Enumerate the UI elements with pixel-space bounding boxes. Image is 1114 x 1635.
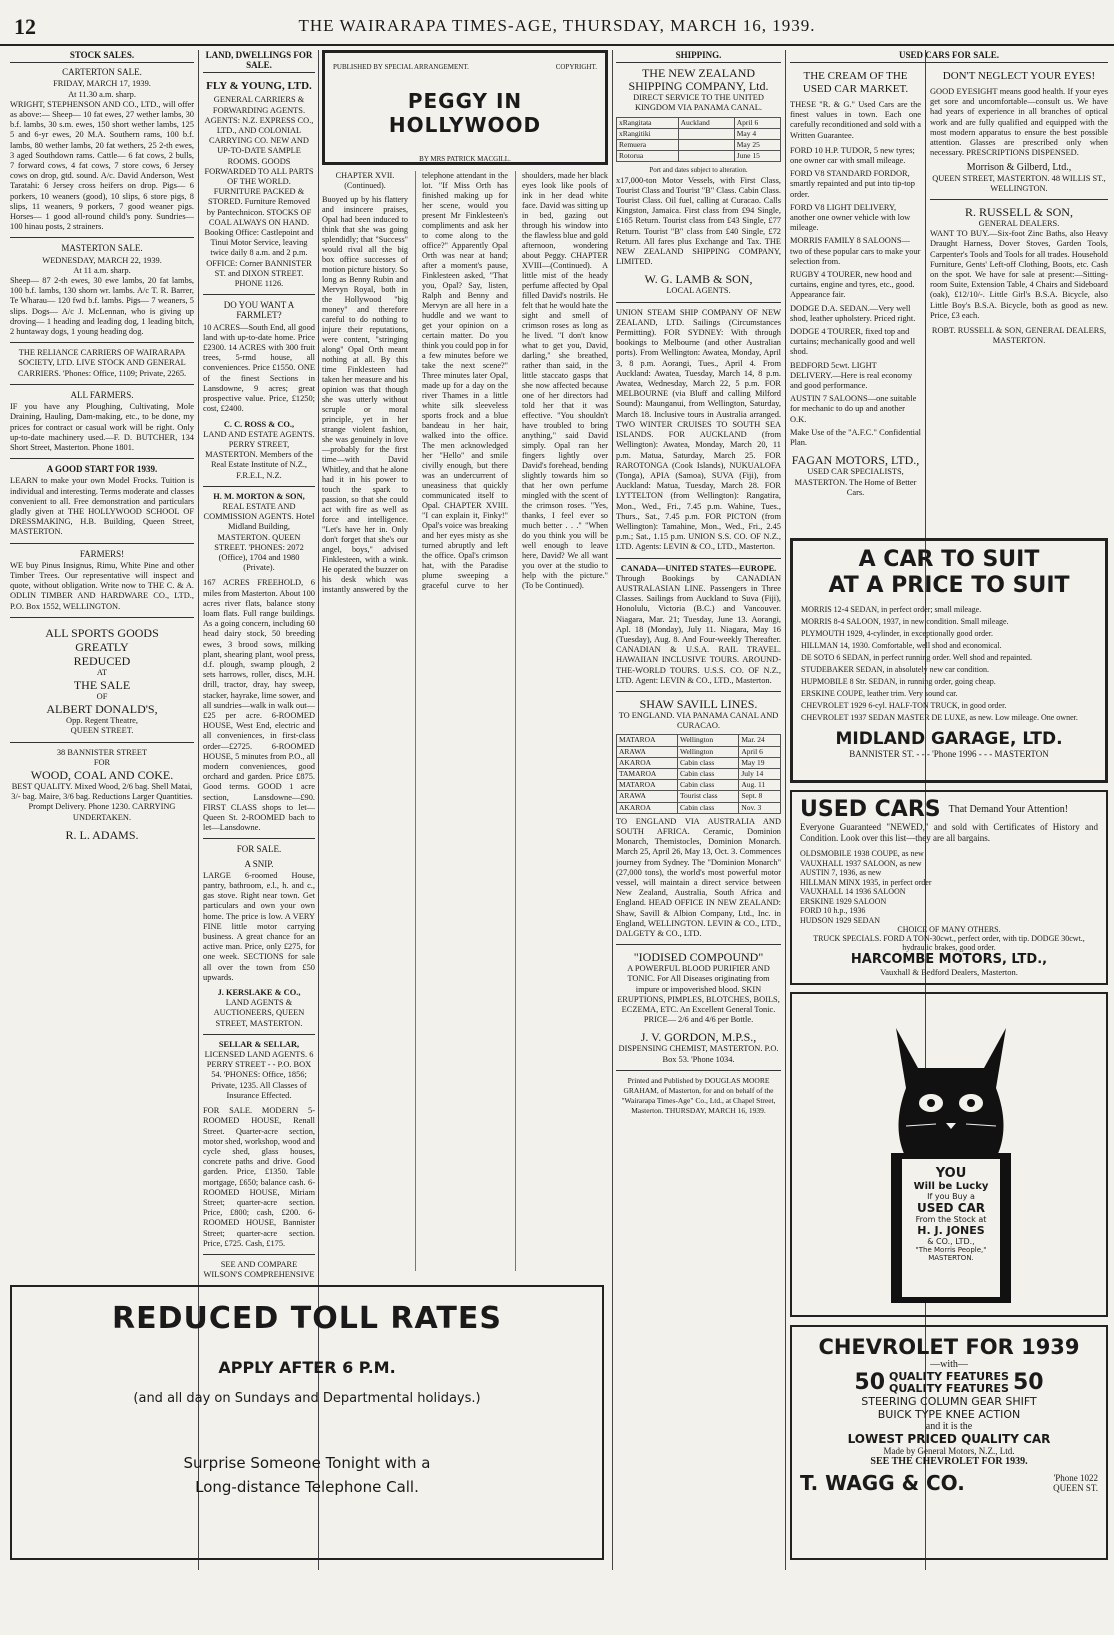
sports-goods-line: ALL SPORTS GOODS: [45, 625, 159, 640]
sports-at-line: AT: [96, 667, 108, 677]
table-cell: Wellington: [677, 735, 738, 746]
sports-the-sale-line: THE SALE: [73, 677, 131, 692]
masterton-sale-title: MASTERTON SALE.: [61, 243, 143, 254]
cream-car-item: AUSTIN 7 SALOONS—one suitable for mechanic to do up and another O.K.: [790, 394, 917, 424]
harcombe-tag: That Demand Your Attention!: [948, 804, 1069, 815]
table-cell: TAMAROA: [617, 768, 678, 779]
harcombe-car-item: FORD 10 h.p., 1936: [800, 906, 866, 915]
midland-garage-ad: [790, 538, 1108, 783]
shaw-sailing-row: [617, 757, 781, 768]
table-cell: [678, 140, 734, 151]
toll-slogan-line1: Surprise Someone Tonight with a: [183, 1454, 431, 1472]
jones-from-stock: From the Stock at: [915, 1215, 987, 1224]
harcombe-sub: Vauxhall & Bedford Dealers, Masterton.: [880, 967, 1018, 977]
kerslake-title: J. KERSLAKE & CO.,: [217, 988, 301, 998]
story-continued: (Continued).: [344, 181, 386, 190]
nzsc-sub: DIRECT SERVICE TO THE UNITED KINGDOM VIA PANAMA CANAL.: [633, 93, 764, 113]
kerslake-body: LAND AGENTS & AUCTIONEERS, QUEEN STREET, MASTERTON.: [213, 998, 305, 1028]
iodised-body: A POWERFUL BLOOD PURIFIER AND TONIC. For All Diseases originating from impure or impoverished blood. SKIN ERUPTIONS, PIMPLES, BLOTCHES, BOILS, ECZEMA, ETC. An Excellent General Tonic. PRICE— 2/6 and 4/6 per Bottle.: [617, 964, 780, 1025]
union-steam-body: UNION STEAM SHIP COMPANY OF NEW ZEALAND, LTD. Sailings (Circumstances Permitting). FOR SYDNEY: With through bookings to Melbourne (and other Australian ports). From Wellington: Awatea, Monday, April 3, 8 p.m. Aorangi, Tues., April 4. From Auckland: Awatea, Tuesday, March 14, 8 p.m. Awatea, Wednesday, March 22, 5 p.m. FOR MELBOURNE (via Bluff and calling Milford Sound): Maunganui, from Wellington, Saturday, March 18. Inclusive tours in Australia arranged. TWO WINTER CRUISES TO SOUTH SEA ISLANDS. FOR AUCKLAND (from Wellington): Awatea, Monday, March 20, 11 p.m. Matua, Saturday, March 25. FOR RAROTONGA (Cook Islands), NUKUALOFA (Tonga), APIA (Samoa), SUVA (Fiji), from Auckland: Matua, Tuesday, March 28. FOR LYTTELTON (from Wellington): Rangatira, Mon., Wed., Fri., 7.45 p.m. Wahine, Tues., Thurs., Sat., 7.45 p.m. FOR PICTON (from Wellington): Tamahine, Mon., Wed., Fri., 2.45 p.m.; Sat., 1.15 p.m. UNION S.S. CO. OF N.Z., LTD. Agents: LEVIN & CO., LTD., Masterton.: [616, 307, 781, 552]
eyes-body: GOOD EYESIGHT means good health. If your eyes get sore and uncomfortable—consult us. We have had years of experience in all branches of optical work and are fully qualified and equipped with the most modern apparatus to ensure the best possible attention. Glasses are prescribed only when necessary. PRESCRIPTIONS DISPENSED.: [930, 87, 1108, 158]
chevrolet-line-6: SEE THE CHEVROLET FOR 1939.: [870, 1456, 1028, 1467]
jones-masterton: MASTERTON.: [928, 1254, 974, 1262]
wood-coal-body: BEST QUALITY. Mixed Wood, 2/6 bag. Shell Matai, 3/- bag. Maire, 3/6 bag. Reductions Larger Quantities. Prompt Delivery. Phone 1230. CARRYING UNDERTAKEN.: [11, 781, 193, 822]
harcombe-title: USED CARS: [800, 797, 941, 822]
table-cell: Mar. 24: [739, 735, 781, 746]
fagan-body: USED CAR SPECIALISTS, MASTERTON. The Home of Better Cars.: [794, 467, 917, 497]
midland-headline-2: AT A PRICE TO SUIT: [828, 573, 1070, 598]
farmlet-title: DO YOU WANT A FARMLET?: [223, 300, 295, 321]
gordon-title: J. V. GORDON, M.P.S.,: [640, 1030, 757, 1045]
lamb-title: W. G. LAMB & SON,: [644, 272, 753, 287]
nzsc-title: THE NEW ZEALAND SHIPPING COMPANY, Ltd.: [628, 66, 769, 94]
cream-used-car-ad: [790, 70, 921, 530]
shaw-savill-sub: TO ENGLAND. VIA PANAMA CANAL AND CURACAO.: [618, 710, 779, 731]
wood-coal-title: WOOD, COAL AND COKE.: [30, 767, 174, 782]
ross-body: LAND AND ESTATE AGENTS. PERRY STREET, MASTERTON. Members of the Real Estate Institute of N.Z., F.R.E.I., N.Z.: [203, 429, 315, 480]
stock-sales-column: [10, 50, 194, 1280]
chevrolet-quality-2: QUALITY FEATURES: [889, 1381, 1009, 1395]
shaw-sailing-row: [617, 791, 781, 802]
masterton-sale-list: Sheep— 87 2-th ewes, 30 ewe lambs, 20 fat lambs, 100 b.f. lambs, 130 shorn wr. lambs. A/c T. R. Barrer, Te Wharau— 120 fwd b.f. lambs. Pigs— 7 weaners, 5 slips. Dogs— A/c J. McLennan, who is giving up droving— 1 heading and leading dog, 1 leading bitch, 2 huntaway dogs, 1 young heading dog.: [10, 276, 194, 337]
good-start-title: A GOOD START FOR 1939.: [46, 464, 158, 475]
story-chapter: CHAPTER XVII.: [335, 171, 395, 180]
cream-car-item: FORD V8 LIGHT DELIVERY, another one owner vehicle with low mileage.: [790, 202, 911, 233]
chevrolet-line-3: and it is the: [925, 1421, 973, 1432]
jones-name: H. J. JONES: [917, 1224, 985, 1237]
shipping-header: SHIPPING.: [616, 50, 781, 63]
midland-car-item: HILLMAN 14, 1930. Comfortable, well shod and economical.: [801, 641, 1002, 650]
midland-car-list: [801, 605, 1097, 723]
chevrolet-line-2: BUICK TYPE KNEE ACTION: [877, 1408, 1021, 1421]
nzsc-sailing-row: [617, 128, 781, 139]
harcombe-car-item: OLDSMOBILE 1938 COUPE, as new: [800, 849, 924, 858]
nzsc-sailing-row: [617, 140, 781, 151]
table-cell: Wellington: [677, 746, 738, 757]
morton-body: REAL ESTATE AND COMMISSION AGENTS. Hotel Midland Building, MASTERTON. QUEEN STREET. 'PHONES: 2072 (Office), 1704 and 1980 (Private).: [203, 501, 315, 573]
shaw-sailing-row: [617, 735, 781, 746]
black-cat-icon: [876, 1008, 1026, 1308]
iodised-title: "IODISED COMPOUND": [633, 950, 764, 965]
table-cell: June 15: [734, 151, 780, 162]
masthead: [0, 0, 1114, 46]
farmlet-body: 10 ACRES—South End, all good land with up-to-date home. Price £2300. 14 ACRES with 300 fruit trees, 5-rmd house, all conveniences. Price £1550. ONE of the finest Sections in Lansdowne, 9 acres; great prospective value. Price, £1250; cost, £2400.: [203, 322, 315, 414]
russell-body: WANT TO BUY.—Six-foot Zinc Baths, also Heavy Draught Harness, Dover Stoves, Garden Tools, Carpenter's Tools and Tools for all trades. Household Furniture, Gents' Left-off Clothing, Boots, etc. Cash on the spot. We have for sale at present:—Sitting-room Suite, Extension Table, 4 Chairs and Sideboard (oak), £12/10/-. Little Girl's B.S.A. Bicycle, also Little Boy's B.S.A. Bicycle, both as good as new. Price, £3 each.: [930, 229, 1108, 320]
table-cell: xRangitiki: [617, 128, 679, 139]
shipping-column: [616, 50, 781, 1580]
chevrolet-with: —with—: [930, 1359, 968, 1370]
harcombe-trucks: TRUCK SPECIALS. FORD A TON-30cwt., perfect order, with tip. DODGE 30cwt., hydraulic brakes, good order.: [813, 934, 1085, 952]
cream-note: Make Use of the "A.F.C." Confidential Plan.: [790, 427, 921, 448]
jones-co: & CO., LTD.,: [927, 1237, 975, 1246]
table-cell: Cabin class: [677, 768, 738, 779]
table-cell: Cabin class: [677, 802, 738, 813]
ross-title: C. C. ROSS & CO.,: [223, 419, 295, 429]
table-cell: MATAROA: [617, 735, 678, 746]
toll-slogan-line2: Long-distance Telephone Call.: [195, 1478, 419, 1496]
fagan-title: FAGAN MOTORS, LTD.,: [791, 453, 920, 468]
harcombe-car-item: VAUXHALL 1937 SALOON, as new: [800, 858, 922, 868]
cream-car-item: FORD 10 H.P. TUDOR, 5 new tyres; one owner car with small mileage.: [790, 145, 915, 166]
table-cell: ARAWA: [617, 791, 678, 802]
harcombe-name: HARCOMBE MOTORS, LTD.,: [850, 952, 1048, 967]
cream-car-list: [790, 146, 921, 425]
morrison-body: QUEEN STREET, MASTERTON. 48 WILLIS ST., WELLINGTON.: [932, 173, 1106, 193]
harcombe-intro: Everyone Guaranteed "NEWED," and sold with Certificates of History and Condition. Look over this list—they are all bargains.: [800, 822, 1098, 843]
shaw-sailing-row: [617, 780, 781, 791]
eyes-title: DON'T NEGLECT YOUR EYES!: [942, 70, 1096, 82]
page-number: 12: [14, 14, 36, 39]
table-cell: May 25: [734, 140, 780, 151]
chevrolet-line-5: Made by General Motors, N.Z., Ltd.: [883, 1446, 1015, 1456]
sellar-title: SELLAR & SELLAR,: [218, 1039, 300, 1049]
table-cell: MATAROA: [617, 780, 678, 791]
midland-car-item: DE SOTO 6 SEDAN, in perfect running order. Well shod and repainted.: [801, 653, 1033, 662]
table-cell: April 6: [739, 746, 781, 757]
jones-if-buy: If you Buy a: [927, 1192, 975, 1201]
cream-car-item: RUGBY 4 TOURER, new hood and curtains, engine and tyres, etc., good. Appearance fair.: [790, 270, 915, 300]
wagg-phone: 'Phone 1022 QUEEN ST.: [1053, 1473, 1098, 1493]
cream-title: THE CREAM OF THE USED CAR MARKET.: [802, 70, 909, 95]
farmers-timber-body: WE buy Pinus Insignus, Rimu, White Pine and other Timber Trees. Our representative will inspect and quote, without obligation. Write now to THE C. & A. ODLIN TIMBER AND HARDWARE CO., LTD., P.O. Box 1552, WELLINGTON.: [10, 560, 194, 611]
midland-car-item: CHEVROLET 1937 SEDAN MASTER DE LUXE, as new. Low mileage. One owner.: [801, 713, 1078, 722]
table-cell: Sept. 8: [739, 791, 781, 802]
story-title-box: [322, 50, 608, 165]
wood-address: 38 BANNISTER STREET: [56, 747, 148, 757]
canada-body: Through Bookings by CANADIAN AUSTRALASIAN LINE. Passengers in Three Classes. Sailings from Auckland to Suva (Fiji), Honolulu, Victoria (B.C.) and Vancouver. Niagara, Mar. 21; Tuesday, June 13. Aorangi, Apl. 18 (Monday), July 11. Niagara, May 16 (Tuesday), Aug. 8. And Four-weekly Thereafter. CANADIAN & U.S.A. RAIL TRAVEL. HAWAIIAN INCLUSIVE TOURS. AROUND-THE-WORLD TOURS. U.S.S. CO. OF N.Z., LTD. Agent: LEVIN & CO., LTD., Masterton.: [616, 573, 781, 685]
harcombe-car-item: AUSTIN 7, 1936, as new: [800, 868, 882, 877]
all-farmers-body: IF you have any Ploughing, Cultivating, Mole Draining, Hauling, Dam-making, etc., to be done, my prices for contract or casual work will be right. Only up-to-date machinery used.—F. D. BUTCHER, 134 Short Street, Masterton. Phone 1801.: [10, 402, 194, 452]
morton-listings: 167 ACRES FREEHOLD, 6 miles from Masterton. About 100 acres river flats, balance stony loam flats. Full range buildings. As a going concern, including 60 head dairy stock, 50 breeding ewes, 3 brood sows, milking plant, shearing plant, wool press, d.f. plough, swamp plough, 2 sets harrows, roller, discs, M.H. drill, tractor, dray, hay sweep, stacker, hayrake, lime sower, and all sundries—walk in walk out—£25 per acre. 6-ROOMED HOUSE, West End, electric and all conveniences, in first-class order—£2725. 6-ROOMED HOUSE, 5 minutes from P.O., all modern conveniences, good orchard and garden. Price £875. Good terms. GOOD 1 acre section, Lansdowne—£90. FIRST CLASS shops to let—Queen St. 2-ROOMED bach to let—Lansdowne.: [203, 578, 315, 833]
nzsc-body: x17,000-ton Motor Vessels, with First Class, Tourist Class and Tourist "B" Class. Cabin Class. Tourist Class. Oil fuel, calling at Curacao. Calls Kingston, Jamaica. First class from £94 Single, £165 Return. Tourist class from £43 Single, £77 Return. Tourist "B" class from £40 Single, £72 Return. All fares plus Exchange and Tax. THE NEW ZEALAND SHIPPING COMPANY, LIMITED.: [616, 175, 781, 267]
sellar-listings: FOR SALE. MODERN 5-ROOMED HOUSE, Renall Street. Quarter-acre section, motor shed, workshop, wood and cycle shed, glass houses, concrete paths and drive. Good garden. Price, £1350. Table mortgage, £650; balance cash. 6-ROOMED HOUSE, Miriam Street; quarter-acre section. Price, £800; cash, £200. 6-ROOMED HOUSE, Bannister Street; quarter-acre section. Price, £725. Cash, £175.: [203, 1106, 315, 1248]
cream-car-item: FORD V8 STANDARD FORDOR, smartly repainted and put into tip-top order.: [790, 169, 915, 199]
fly-young-body: GENERAL CARRIERS & FORWARDING AGENTS. AGENTS: N.Z. EXPRESS CO., LTD., AND COLONIAL CARRYING CO. NEW AND UP-TO-DATE SAMPLE ROOMS. GOODS FORWARDED TO ALL PARTS OF THE WORLD. FURNITURE PACKED & STORED. Furniture Removed by Pantechnicon. STOCKS OF COAL ALWAYS ON HAND. Booking Office: Castlepoint and Tinui Motor Service, leaving twice daily 8 a.m. and 2 p.m. OFFICE: Corner BANNISTER ST. and DIXON STREET. PHONE 1126.: [204, 95, 314, 289]
farmers-timber-title: FARMERS!: [79, 548, 125, 559]
harcombe-car-item: VAUXHALL 14 1936 SALOON: [800, 887, 906, 896]
toll-rates-sub: APPLY AFTER 6 P.M.: [218, 1358, 396, 1377]
harcombe-car-item: HUDSON 1929 SEDAN: [800, 915, 881, 925]
midland-car-item: ERSKINE COUPE, leather trim. Very sound car.: [801, 689, 958, 698]
russell-title: R. RUSSELL & SON,: [965, 205, 1073, 220]
midland-headline-1: A CAR TO SUIT: [858, 547, 1040, 572]
harcombe-car-list: [800, 849, 1098, 925]
midland-car-item: MORRIS 12-4 SEDAN, in perfect order; small mileage.: [801, 605, 982, 614]
imprint: Printed and Published by DOUGLAS MOORE GRAHAM, of Masterton, for and on behalf of the "Wairarapa Times-Age" Co., Ltd., at Chapel Street, Masterton. THURSDAY, MARCH 16, 1939.: [621, 1075, 776, 1116]
cream-car-item: DODGE 4 TOURER, fixed top and curtains; mechanically good and well shod.: [790, 327, 916, 357]
chevrolet-title: CHEVROLET FOR 1939: [818, 1335, 1080, 1359]
table-cell: Aug. 11: [739, 780, 781, 791]
for-sale-title: FOR SALE.: [236, 844, 282, 855]
reliance-carriers-ad: THE RELIANCE CARRIERS OF WAIRARAPA SOCIETY, LTD. LIVE STOCK AND GENERAL CARRIERS. 'Phones: Office, 1109; Private, 2265.: [17, 348, 187, 378]
table-cell: [678, 151, 734, 162]
land-column: [203, 50, 315, 1280]
stock-sales-header: STOCK SALES.: [10, 50, 194, 63]
table-cell: AKAROA: [617, 802, 678, 813]
table-cell: July 14: [739, 768, 781, 779]
canada-title: CANADA—UNITED STATES—EUROPE.: [620, 563, 777, 573]
copyright-note: COPYRIGHT.: [555, 63, 597, 71]
midland-title: MIDLAND GARAGE, LTD.: [835, 729, 1063, 749]
sports-of-line: OF: [96, 691, 108, 701]
chevrolet-fifty-left: 50: [854, 1370, 886, 1395]
sellar-body: LICENSED LAND AGENTS. 6 PERRY STREET - - P.O. BOX 54. 'PHONES: Office, 1856; Private, 1235. All Classes of Insurance Effected.: [204, 1050, 314, 1100]
chevrolet-ad: [790, 1325, 1108, 1560]
carterton-sale-time: At 11.30 a.m. sharp.: [68, 89, 136, 99]
table-cell: Cabin class: [677, 757, 738, 768]
table-cell: Tourist class: [677, 791, 738, 802]
midland-address: BANNISTER ST. - - - 'Phone 1996 - - - MASTERTON: [849, 749, 1049, 759]
shaw-sailing-row: [617, 802, 781, 813]
table-cell: xRangitata: [617, 117, 679, 128]
shaw-sailing-row: [617, 746, 781, 757]
table-cell: Cabin class: [677, 780, 738, 791]
jones-morris-people: "The Morris People,": [915, 1246, 987, 1254]
table-cell: [678, 128, 734, 139]
carterton-sale-title: CARTERTON SALE.: [62, 67, 142, 78]
shaw-sailing-row: [617, 768, 781, 779]
jones-lucky: Will be Lucky: [913, 1181, 989, 1192]
carterton-sale-date: FRIDAY, MARCH 17, 1939.: [53, 79, 151, 89]
land-header: LAND, DWELLINGS FOR SALE.: [203, 50, 315, 73]
published-note: PUBLISHED BY SPECIAL ARRANGEMENT.: [333, 63, 469, 71]
paper-title: THE WAIRARAPA TIMES-AGE, THURSDAY, MARCH 16, 1939.: [298, 16, 816, 35]
midland-car-item: PLYMOUTH 1929, 4-cylinder, in exceptionally good order.: [801, 629, 993, 638]
serial-story: [322, 50, 608, 1280]
jones-you: YOU: [935, 1166, 967, 1181]
hj-jones-ad: [790, 992, 1108, 1317]
table-cell: Nov. 3: [739, 802, 781, 813]
harcombe-car-item: ERSKINE 1929 SALOON: [800, 896, 887, 906]
albert-donald-street: QUEEN STREET.: [70, 726, 134, 736]
shaw-savill-title: SHAW SAVILL LINES.: [639, 696, 758, 711]
table-cell: May 19: [739, 757, 781, 768]
cream-car-item: BEDFORD 5cwt. LIGHT DELIVERY.—Here is real economy and good performance.: [790, 360, 913, 391]
toll-rates-title: REDUCED TOLL RATES: [112, 1301, 502, 1336]
masterton-sale-date: WEDNESDAY, MARCH 22, 1939.: [42, 255, 162, 265]
harcombe-car-item: HILLMAN MINX 1935, in perfect order: [800, 877, 932, 887]
story-title: PEGGY IN HOLLYWOOD: [388, 89, 542, 137]
jones-used-car: USED CAR: [916, 1201, 986, 1215]
good-start-body: LEARN to make your own Model Frocks. Tuition is individual and interesting. Terms moderate and classes convenient to all. Free demonstration and particulars gladly given at THE HOLLYWOOD SCHOOL OF DRESSMAKING, H.B. Building, Queen Street, MASTERTON.: [10, 476, 194, 537]
midland-car-item: CHEVROLET 1929 6-cyl. HALF-TON TRUCK, in good order.: [801, 701, 1007, 710]
table-cell: May 4: [734, 128, 780, 139]
toll-rates-ad: [10, 1285, 604, 1560]
chevrolet-fifty-right: 50: [1012, 1370, 1044, 1395]
wood-coal-seller: R. L. ADAMS.: [65, 827, 139, 842]
masterton-sale-time: At 11 a.m. sharp.: [73, 265, 131, 275]
wagg-name: T. WAGG & CO.: [800, 1471, 965, 1495]
nzsc-sailing-row: [617, 151, 781, 162]
table-cell: Remuera: [617, 140, 679, 151]
used-cars-header: USED CARS FOR SALE.: [790, 50, 1108, 64]
toll-rates-note: (and all day on Sundays and Departmental holidays.): [133, 1391, 481, 1406]
cream-car-item: MORRIS FAMILY 8 SALOONS—two of these popular cars to make your selection from.: [790, 236, 921, 266]
chevrolet-line-4: LOWEST PRICED QUALITY CAR: [847, 1432, 1051, 1446]
snip-title: A SNIP.: [244, 858, 274, 869]
wood-for: FOR: [93, 757, 111, 767]
albert-donald-name: ALBERT DONALD'S,: [46, 702, 158, 717]
eyes-russell-column: [930, 70, 1108, 530]
table-cell: Auckland: [678, 117, 734, 128]
midland-car-item: HUPMOBILE 8 Str. SEDAN, in running order, going cheap.: [801, 677, 996, 686]
nzsc-sailing-row: [617, 117, 781, 128]
cream-car-item: DODGE D.A. SEDAN.—Very well shod, leather upholstery. Priced right.: [790, 303, 916, 323]
table-cell: AKAROA: [617, 757, 678, 768]
midland-car-item: STUDEBAKER SEDAN, in absolutely new car condition.: [801, 665, 989, 674]
morton-title: H. M. MORTON & SON,: [213, 491, 305, 501]
russell-sub: GENERAL DEALERS.: [978, 219, 1060, 229]
table-cell: ARAWA: [617, 746, 678, 757]
morrison-title: Morrison & Gilberd, Ltd.,: [966, 162, 1072, 174]
fly-young-title: FLY & YOUNG, LTD.: [206, 80, 312, 93]
story-text: Buoyed up by his flattery and insincere praises, Opal had been induced to think that she was going splendidly; that "Success" would rival all the big box office successes of motion picture history. So long as Benny Rubin and Mervyn Royal, both in the Hollywood "big money" and therefore careful to do nothing to injure their reputations, were content, "stringing along" Opal Orth meant nothing at all. By this time Finklesteen had taken her measure and his opinion was that though she was utterly without scruple or moral principle, yet in her strange violent fashion, she was genuinely in love—probably for the first time—with David Whitley, and that he alone had it in his power to touch the spark to passion, so that she could act with fire as well as force and intelligence. "Let's have her in. Only don't forget that she's our angel, boys," advised Finklesteen, with a wink. He operated the buzzer on his desk which was instantly answered by the telephone attendant in the lot. "If Miss Orth has finished making up for her scene, would you present Mr Finklesteen's compliments and ask her to come along to the office?" Apparently Opal Orth was near at hand; after a moment's pause, Finklesteen asked, "That you, Opal? Say, listen, Ralph and Benny and Mervyn are all here in a huddle and we want to get your opinion on a certain matter. Do you think you could pop in for a few minutes before we take the next scene?" Three minutes later Opal, made up for a day on the river Thames in a little white silk sleeveless sports frock and a blue bandeau in her hair, walked into the office. The men acknowledged her "Hello" and smile civilly enough, but there was an undercurrent of uneasiness that quickly communicated itself to Opal. CHAPTER XVIII. "I can explain it, Finky!" Opal's voice was breaking and her eyes misty as she turned abruptly and left the office. Opal's crimson hat, with the Paradise plume sweeping a graceful curve to her shoulders, made her black eyes look like pools of ink in her dead white face. David was sitting up in bed, gazing out through his window into the flawless blue and gold afternoon, wondering about Peggy. CHAPTER XVIII—(Continued). A little mist of the heady perfume affected by Opal filled David's nostrils. He felt that he would hate the sight and smell of crimson roses as long as he lived. "I don't know what to get you, David, darling," she breathed, rather than said, in the little staccato gasps that she now affected because one of her directors had told her that it was effective. "You shouldn't have troubled to bring anything," said David simply. Opal ran her fingers lightly over David's forehead, bending slightly towards him so that her own perfume mingled with the scent of the crimson roses. "Yes, thanks, I feel ever so much better . . ." "When do you think you will be well enough to leave here, David? We all want you over at the studio to help with the picture." (To be Continued).: [322, 171, 608, 594]
table-cell: April 6: [734, 117, 780, 128]
chevrolet-line-1: STEERING COLUMN GEAR SHIFT: [861, 1395, 1037, 1408]
chevrolet-quality-1: QUALITY FEATURES: [889, 1369, 1009, 1383]
cream-body: THESE "R. & G." Used Cars are the finest values in town. Each one carefully reconditioned and sold with a Written Guarantee.: [790, 100, 921, 140]
russell-signature: ROBT. RUSSELL & SON, GENERAL DEALERS, MASTERTON.: [931, 326, 1107, 346]
cameras-intro: SEE AND COMPARE WILSON'S COMPREHENSIVE: [203, 1259, 315, 1280]
harcombe-choice: CHOICE OF MANY OTHERS.: [897, 925, 1001, 934]
sports-reduced-line: REDUCED: [73, 653, 131, 668]
albert-donald-location: Opp. Regent Theatre,: [66, 716, 138, 726]
all-farmers-title: ALL FARMERS.: [70, 389, 134, 400]
shaw-savill-body: TO ENGLAND VIA AUSTRALIA AND SOUTH AFRICA. Ceramic, Dominion Monarch, Themistocles, Dominion Monarch. March 25, April 26, May 13, Oct. 3. Commences journey from Sydney. The "Dominion Monarch" (27,000 tons), the world's most powerful motor vessel, will maintain a direct service between New Zealand, Australia, South Africa and England. HEAD OFFICE IN NEW ZEALAND: Shaw, Savill & Albion Company, Ltd., Inc. in England, WELLINGTON. LEVIN & CO., LTD., DALGETY & CO., LTD.: [616, 816, 781, 939]
gordon-body: DISPENSING CHEMIST, MASTERTON. P.O. Box 53. 'Phone 1034.: [618, 1044, 779, 1064]
sports-greatly-line: GREATLY: [75, 639, 129, 654]
table-cell: Rotorua: [617, 151, 679, 162]
snip-body: LARGE 6-roomed House, pantry, bathroom, e.l., h. and c., gas stove. Right near town. Get particulars and own your own home. The price is low. A VERY FINE little motor carrying business. A great chance for an active man. Price, only £275, for one week. SECTIONS for sale all over the town from £50 upwards.: [203, 870, 315, 982]
story-byline: BY MRS PATRICK MACGILL.: [419, 155, 511, 163]
midland-car-item: MORRIS 8-4 SALOON, 1937, in new condition. Small mileage.: [801, 617, 1009, 626]
harcombe-motors-ad: [790, 790, 1108, 985]
nzsc-sailings-table: [616, 117, 781, 163]
shaw-sailings-table: [616, 734, 781, 813]
carterton-sale-list: WRIGHT, STEPHENSON AND CO., LTD., will offer as above:— Sheep— 10 fat ewes, 27 wether lambs, 30 b.f. lambs, 30 s.m. ewes, 150 short wether lambs, 125 5 and 6-yr ewes, 20 M.A. Southern rams, 100 b.f. lambs, 80 wether lambs, 20 fat wethers, 25 2-th ewes, 3 aged Southdown rams. Cattle— 6 fat cows, 2 bulls, 7 forward cows, 4 fat cows, 7 store cows, 6 Jersey cows on drop, gtd. sound. A/c. David Anderson, West Taratahi: 6 Jersey cross heifers on drop. Pigs— 6 porkers, 10 weaners (good), 10 slips, 6 store pigs, 8 slips, 11 weaners, 9 porkers, 7 good weaner pigs. Horses— 1 good all-round child's pony. Sundries— 100 hinau posts, 2 strainers.: [10, 99, 194, 232]
nzsc-note: Port and dates subject to alteration.: [649, 166, 748, 175]
lamb-sub: LOCAL AGENTS.: [666, 286, 731, 296]
